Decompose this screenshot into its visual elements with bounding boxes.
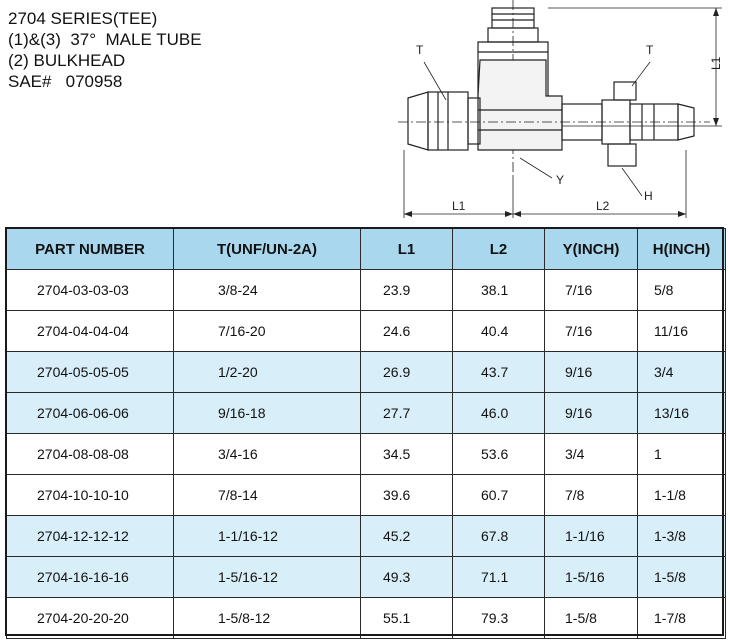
cell-h: 1: [638, 434, 726, 475]
header-l1: L1: [361, 229, 453, 270]
table-row: [7, 270, 726, 311]
table-row: [7, 434, 726, 475]
table-header-row: [7, 229, 726, 270]
cell-l2: 38.1: [453, 270, 545, 311]
cell-thread: 1-5/8-12: [174, 598, 361, 639]
header-part-number: PART NUMBER: [7, 229, 174, 270]
cell-y: 9/16: [545, 393, 638, 434]
cell-part-number: 2704-04-04-04: [7, 311, 174, 352]
cell-part-number: 2704-20-20-20: [7, 598, 174, 639]
cell-thread: 7/16-20: [174, 311, 361, 352]
cell-l1: 34.5: [361, 434, 453, 475]
cell-part-number: 2704-16-16-16: [7, 557, 174, 598]
cell-part-number: 2704-03-03-03: [7, 270, 174, 311]
tee-fitting-drawing: [380, 0, 730, 225]
cell-l2: 43.7: [453, 352, 545, 393]
cell-h: 1-5/8: [638, 557, 726, 598]
label-t-right: T: [646, 43, 654, 57]
header-thread: T(UNF/UN-2A): [174, 229, 361, 270]
cell-y: 7/16: [545, 270, 638, 311]
label-h: H: [644, 189, 653, 203]
cell-y: 1-1/16: [545, 516, 638, 557]
cell-part-number: 2704-08-08-08: [7, 434, 174, 475]
label-y: Y: [556, 173, 565, 187]
cell-l1: 23.9: [361, 270, 453, 311]
cell-l2: 53.6: [453, 434, 545, 475]
cell-l1: 45.2: [361, 516, 453, 557]
cell-y: 1-5/8: [545, 598, 638, 639]
table-row: [7, 516, 726, 557]
cell-thread: 3/8-24: [174, 270, 361, 311]
cell-part-number: 2704-06-06-06: [7, 393, 174, 434]
series-title: 2704 SERIES(TEE): [8, 9, 158, 28]
table-row: [7, 475, 726, 516]
cell-thread: 1-1/16-12: [174, 516, 361, 557]
cell-y: 7/16: [545, 311, 638, 352]
cell-l1: 27.7: [361, 393, 453, 434]
cell-l1: 24.6: [361, 311, 453, 352]
cell-thread: 7/8-14: [174, 475, 361, 516]
table-row: [7, 598, 726, 639]
cell-h: 1-1/8: [638, 475, 726, 516]
header-l2: L2: [453, 229, 545, 270]
bulkhead-description: (2) BULKHEAD: [8, 51, 126, 70]
table-row: [7, 557, 726, 598]
cell-h: 11/16: [638, 311, 726, 352]
cell-thread: 1/2-20: [174, 352, 361, 393]
cell-part-number: 2704-05-05-05: [7, 352, 174, 393]
cell-y: 7/8: [545, 475, 638, 516]
table-row: [7, 311, 726, 352]
cell-l2: 60.7: [453, 475, 545, 516]
cell-l2: 67.8: [453, 516, 545, 557]
cell-part-number: 2704-12-12-12: [7, 516, 174, 557]
cell-l1: 49.3: [361, 557, 453, 598]
header-h: H(INCH): [638, 229, 726, 270]
cell-thread: 3/4-16: [174, 434, 361, 475]
cell-l2: 79.3: [453, 598, 545, 639]
cell-l2: 40.4: [453, 311, 545, 352]
header-y: Y(INCH): [545, 229, 638, 270]
cell-l2: 46.0: [453, 393, 545, 434]
cell-y: 1-5/16: [545, 557, 638, 598]
cell-h: 3/4: [638, 352, 726, 393]
label-l1-vertical: L1: [709, 56, 723, 70]
table-row: [7, 393, 726, 434]
cell-l2: 71.1: [453, 557, 545, 598]
series-title-block: [8, 8, 202, 92]
label-l2-bottom: L2: [596, 199, 610, 213]
cell-l1: 55.1: [361, 598, 453, 639]
cell-h: 13/16: [638, 393, 726, 434]
cell-y: 9/16: [545, 352, 638, 393]
label-l1-bottom: L1: [452, 199, 466, 213]
cell-part-number: 2704-10-10-10: [7, 475, 174, 516]
cell-h: 1-3/8: [638, 516, 726, 557]
cell-l1: 39.6: [361, 475, 453, 516]
table-row: [7, 352, 726, 393]
cell-l1: 26.9: [361, 352, 453, 393]
specification-table: [6, 228, 726, 639]
cell-h: 1-7/8: [638, 598, 726, 639]
label-t-left: T: [416, 43, 424, 57]
cell-thread: 1-5/16-12: [174, 557, 361, 598]
cell-y: 3/4: [545, 434, 638, 475]
cell-thread: 9/16-18: [174, 393, 361, 434]
sae-number: SAE# 070958: [8, 72, 123, 91]
end-type-description: (1)&(3) 37° MALE TUBE: [8, 30, 202, 49]
cell-h: 5/8: [638, 270, 726, 311]
